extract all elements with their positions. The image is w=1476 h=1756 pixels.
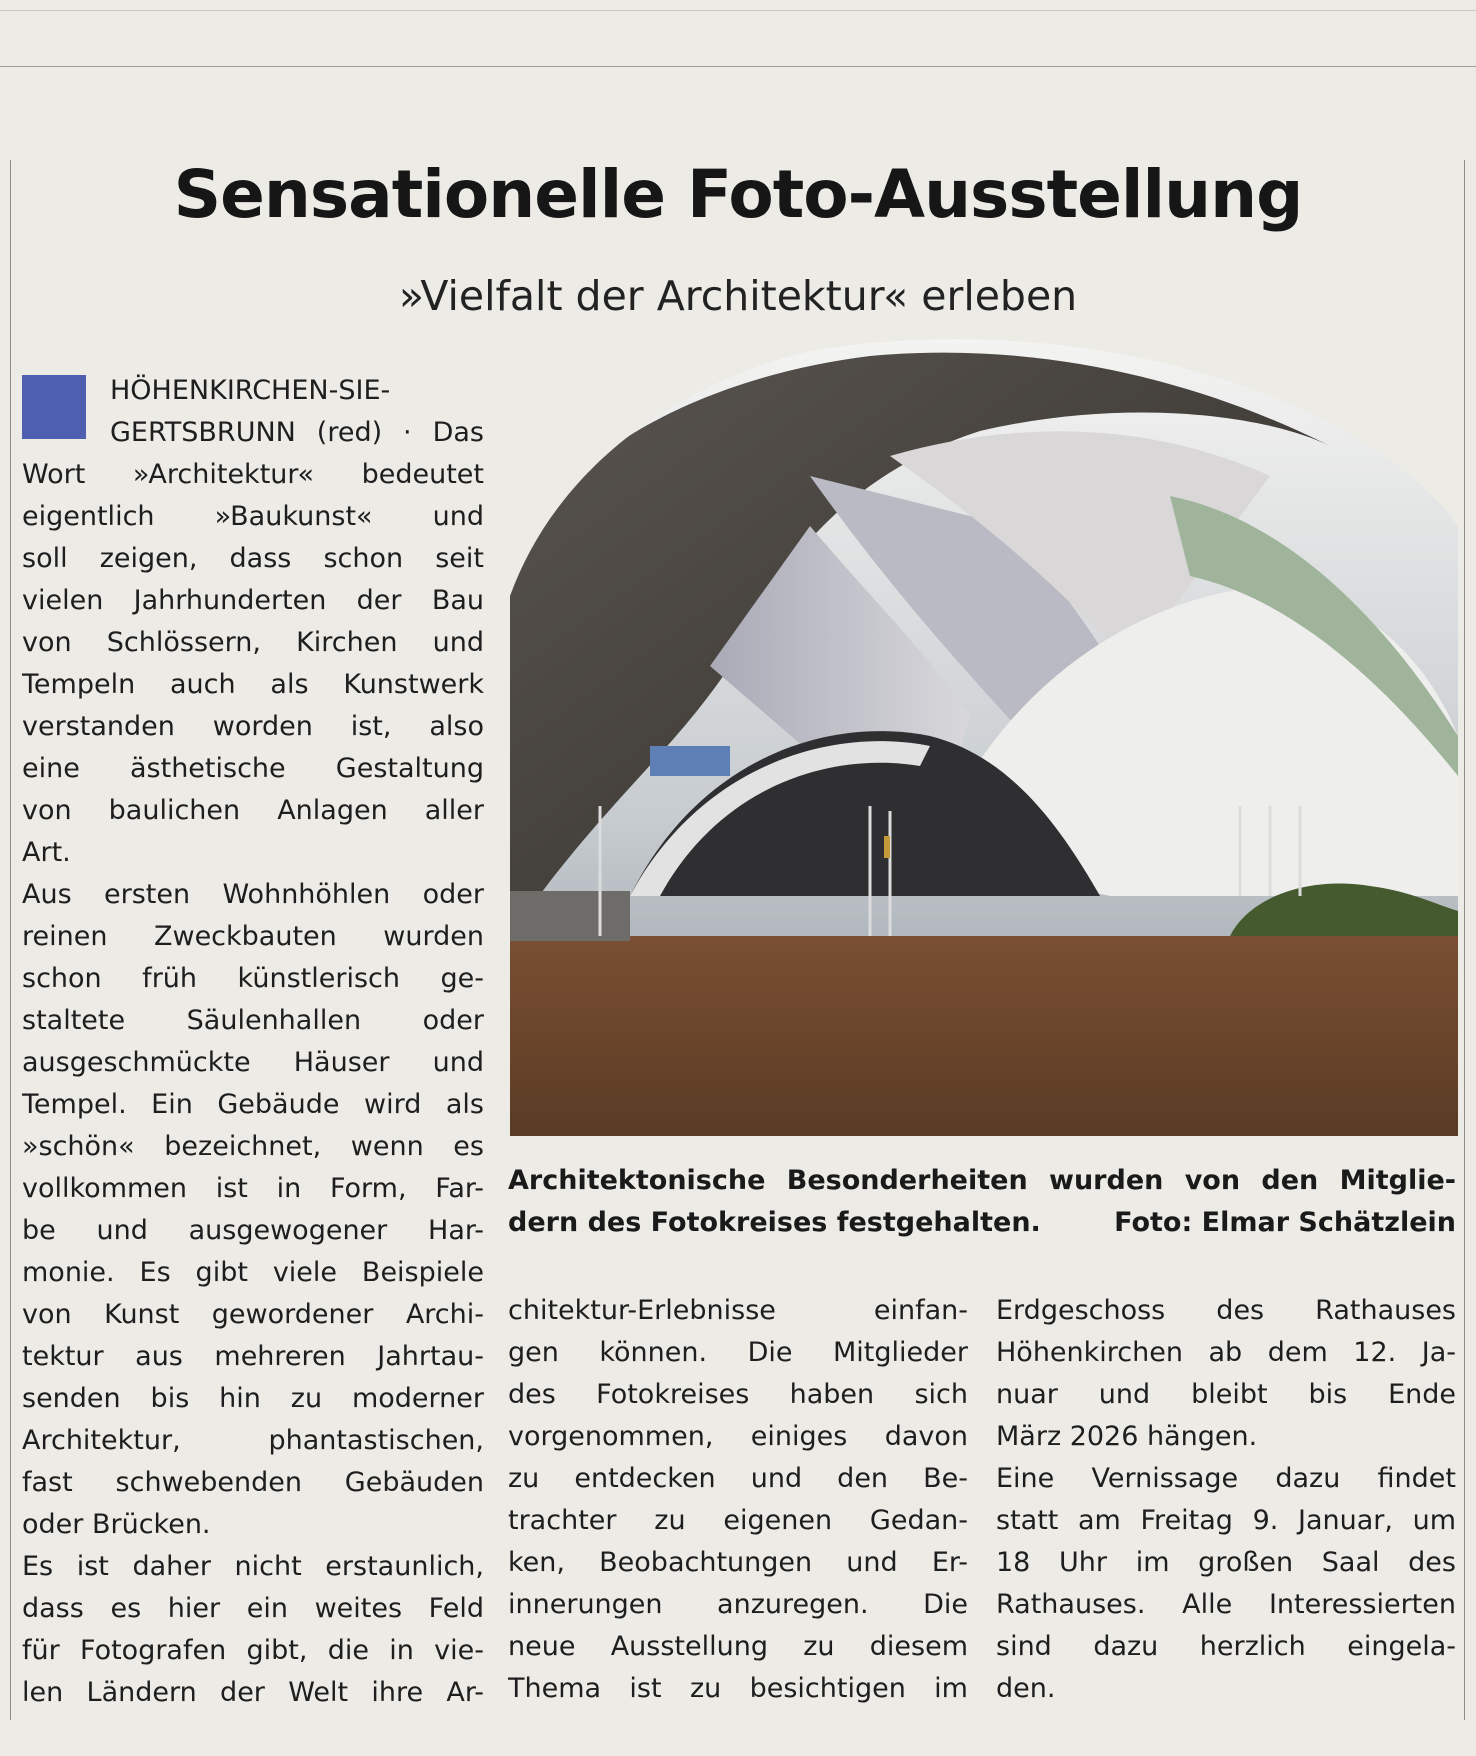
- caption-line-2: dern des Fotokreises festgehalten.: [508, 1207, 1041, 1238]
- photo-credit: Foto: Elmar Schätzlein: [1114, 1207, 1456, 1238]
- text-line: GERTSBRUNN (red) · Das: [110, 417, 484, 448]
- article-headline: Sensationelle Foto-Ausstellung: [173, 156, 1303, 233]
- text-line: eigentlich »Baukunst« und: [22, 501, 484, 532]
- text-line: Rathauses. Alle Interessierten: [996, 1589, 1456, 1620]
- text-line: des Fotokreises haben sich: [508, 1379, 968, 1410]
- text-line: von Schlössern, Kirchen und: [22, 627, 484, 658]
- text-line: Es ist daher nicht erstaunlich,: [22, 1551, 484, 1582]
- text-line: zu entdecken und den Be-: [508, 1463, 968, 1494]
- text-line: gen können. Die Mitglieder: [508, 1337, 968, 1368]
- text-line: reinen Zweckbauten wurden: [22, 921, 484, 952]
- text-line: für Fotografen gibt, die in vie-: [22, 1635, 484, 1666]
- text-line: vollkommen ist in Form, Far-: [22, 1173, 484, 1204]
- text-line: den.: [996, 1673, 1056, 1704]
- text-line: trachter zu eigenen Gedan-: [508, 1505, 968, 1536]
- right-border-rule: [1464, 160, 1465, 1720]
- text-line: staltete Säulenhallen oder: [22, 1005, 484, 1036]
- text-line: »schön« bezeichnet, wenn es: [22, 1131, 484, 1162]
- text-line: Eine Vernissage dazu findet: [996, 1463, 1456, 1494]
- header-rule: [0, 66, 1476, 67]
- text-line: schon früh künstlerisch ge-: [22, 963, 484, 994]
- text-line: chitektur-Erlebnisse einfan-: [508, 1295, 968, 1326]
- left-border-rule: [10, 160, 11, 1720]
- text-line: Tempel. Ein Gebäude wird als: [22, 1089, 484, 1120]
- text-line: monie. Es gibt viele Beispiele: [22, 1257, 484, 1288]
- text-line: März 2026 hängen.: [996, 1421, 1258, 1452]
- text-line: Höhenkirchen ab dem 12. Ja-: [996, 1337, 1456, 1368]
- text-line: innerungen anzuregen. Die: [508, 1589, 968, 1620]
- photo-caption: [508, 1160, 1456, 1244]
- text-line: oder Brücken.: [22, 1509, 211, 1540]
- text-line: vielen Jahrhunderten der Bau: [22, 585, 484, 616]
- text-line: Wort »Architektur« bedeutet: [22, 459, 484, 490]
- text-line: neue Ausstellung zu diesem: [508, 1631, 968, 1662]
- page-edge-line: [0, 10, 1476, 11]
- text-line: Erdgeschoss des Rathauses: [996, 1295, 1456, 1326]
- text-line: Tempeln auch als Kunstwerk: [22, 669, 484, 700]
- text-line: dass es hier ein weites Feld: [22, 1593, 484, 1624]
- text-line: senden bis hin zu moderner: [22, 1383, 484, 1414]
- text-line: tektur aus mehreren Jahrtau-: [22, 1341, 484, 1372]
- article-subheadline: »Vielfalt der Architektur« erleben: [398, 272, 1078, 320]
- article-column-2: [508, 1290, 968, 1710]
- text-line: 18 Uhr im großen Saal des: [996, 1547, 1456, 1578]
- text-line: ken, Beobachtungen und Er-: [508, 1547, 968, 1578]
- text-line: soll zeigen, dass schon seit: [22, 543, 484, 574]
- text-line: be und ausgewogener Har-: [22, 1215, 484, 1246]
- text-line: ausgeschmückte Häuser und: [22, 1047, 484, 1078]
- article-column-1: [22, 370, 484, 1714]
- text-line: von Kunst gewordener Archi-: [22, 1299, 484, 1330]
- text-line: verstanden worden ist, also: [22, 711, 484, 742]
- text-line: Architektur, phantastischen,: [22, 1425, 484, 1456]
- text-line: vorgenommen, einiges davon: [508, 1421, 968, 1452]
- text-line: Art.: [22, 837, 71, 868]
- text-line: eine ästhetische Gestaltung: [22, 753, 484, 784]
- text-line: Thema ist zu besichtigen im: [508, 1673, 968, 1704]
- text-line: fast schwebenden Gebäuden: [22, 1467, 484, 1498]
- text-line: sind dazu herzlich eingela-: [996, 1631, 1456, 1662]
- caption-line-1: Architektonische Besonderheiten wurden von den Mitglie-: [508, 1165, 1456, 1196]
- article-column-3: [996, 1290, 1456, 1710]
- text-line: len Ländern der Welt ihre Ar-: [22, 1677, 484, 1708]
- text-line: Aus ersten Wohnhöhlen oder: [22, 879, 484, 910]
- article-photo: [510, 336, 1458, 1136]
- text-line: HÖHENKIRCHEN-SIE-: [110, 375, 391, 406]
- text-line: nuar und bleibt bis Ende: [996, 1379, 1456, 1410]
- text-line: statt am Freitag 9. Januar, um: [996, 1505, 1456, 1536]
- text-line: von baulichen Anlagen aller: [22, 795, 484, 826]
